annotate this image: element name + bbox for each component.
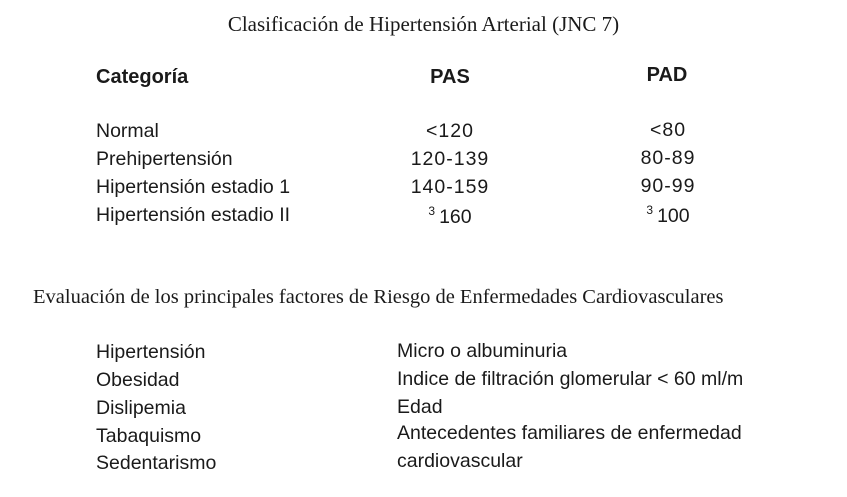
row-pad-value <box>650 119 686 142</box>
risk-factor-item: Edad <box>397 396 443 418</box>
row-category: Normal <box>96 120 159 142</box>
risk-factor-item: Hipertensión <box>96 341 206 363</box>
header-pas: PAS <box>430 66 470 88</box>
risk-factor-item: cardiovascular <box>397 450 523 472</box>
risk-factor-item: Antecedentes familiares de enfermedad <box>397 422 742 444</box>
risk-factor-item: Sedentarismo <box>96 452 217 474</box>
pas-number: 140-159 <box>410 176 490 198</box>
row-pas-value <box>428 204 471 229</box>
risk-factors-title: Evaluación de los principales factores de Riesgo de Enfermedades Cardiovasculares <box>33 286 724 308</box>
pas-number: <120 <box>426 120 474 142</box>
risk-factor-item: Indice de filtración glomerular < 60 ml/m <box>397 368 744 390</box>
row-category: Prehipertensión <box>96 148 233 170</box>
pas-superscript: 3 <box>428 204 436 218</box>
pad-number: 100 <box>657 205 690 227</box>
row-pad-value <box>646 203 689 228</box>
pad-number: 90-99 <box>640 175 696 197</box>
header-pad: PAD <box>646 64 688 86</box>
pas-number: 120-139 <box>410 148 490 170</box>
pas-number: 160 <box>439 206 472 228</box>
risk-factor-item: Obesidad <box>96 369 180 391</box>
pad-number: <80 <box>649 119 687 141</box>
header-category: Categoría <box>96 66 189 88</box>
pad-superscript: 3 <box>646 203 654 217</box>
row-pas-value <box>426 120 474 143</box>
row-pas-value <box>411 148 490 171</box>
row-pad-value <box>641 175 696 198</box>
row-pas-value <box>411 176 490 199</box>
risk-factor-item: Tabaquismo <box>96 425 202 447</box>
risk-factor-item: Micro o albuminuria <box>397 340 568 362</box>
risk-factor-item: Dislipemia <box>96 397 186 419</box>
row-category: Hipertensión estadio 1 <box>96 176 291 198</box>
table-title: Clasificación de Hipertensión Arterial (JNC 7) <box>227 12 620 36</box>
row-pad-value <box>641 147 696 170</box>
pad-number: 80-89 <box>640 147 696 169</box>
row-category: Hipertensión estadio II <box>96 204 291 226</box>
